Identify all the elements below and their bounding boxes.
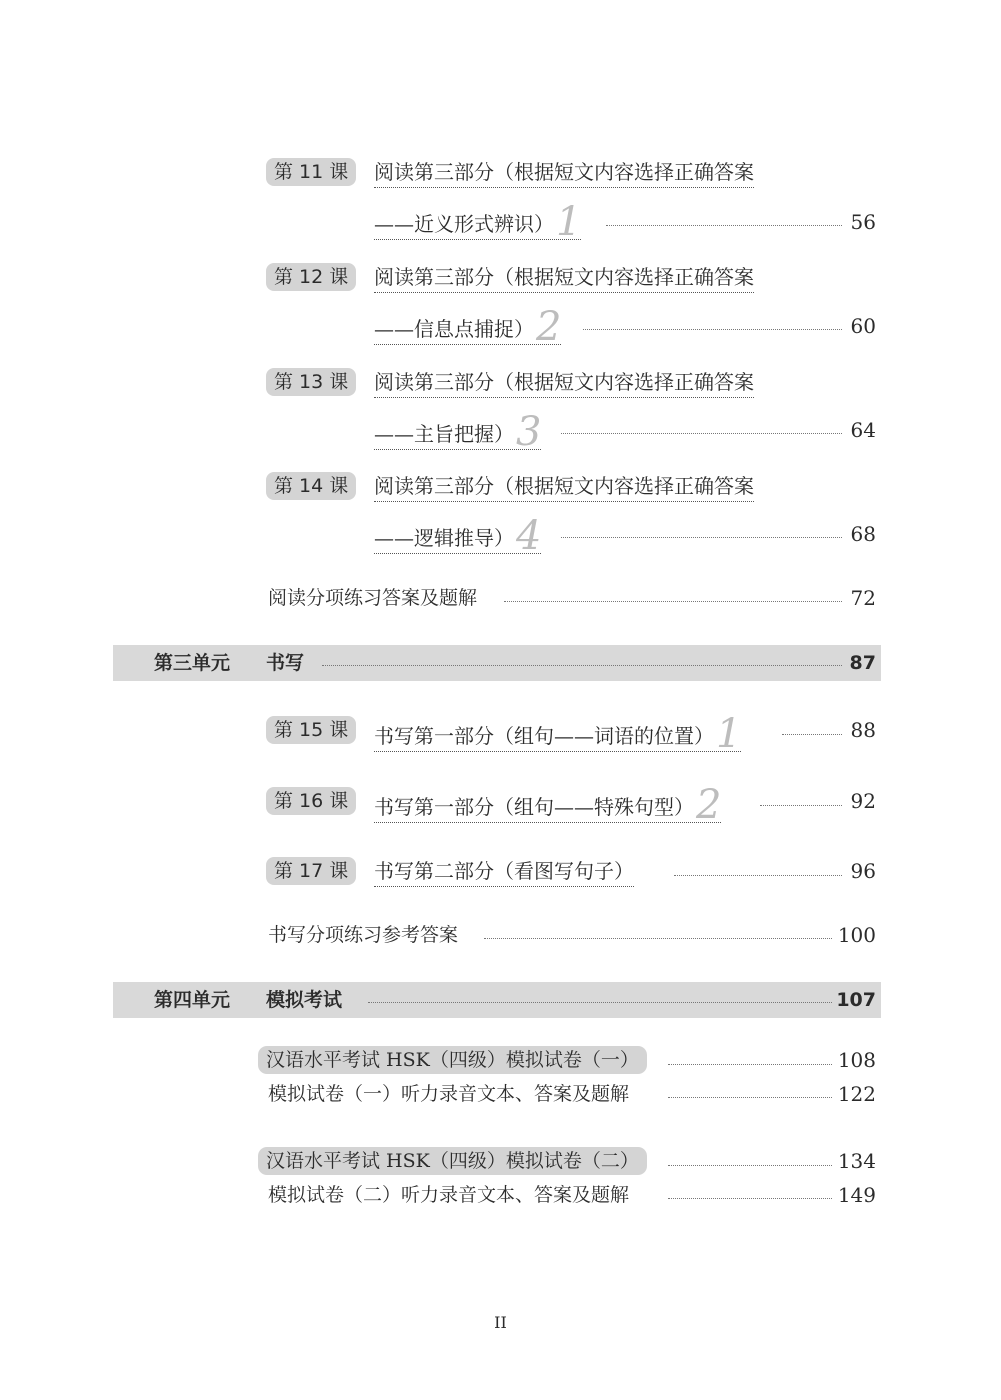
unit-3-label: 第三单元	[154, 652, 231, 674]
unit-4-name: 模拟考试	[266, 989, 343, 1011]
mock-exam-1-answers-page: 122	[837, 1082, 876, 1106]
mock-exam-2-page: 134	[837, 1149, 876, 1173]
reading-answers-title[interactable]: 阅读分项练习答案及题解	[268, 587, 478, 609]
lesson-17-badge: 第 17 课	[266, 857, 356, 885]
reading-answers-leader	[504, 601, 842, 602]
lesson-13-title-line2[interactable]	[374, 409, 542, 455]
unit-3-leader	[322, 665, 842, 666]
lesson-14-deco-number: 4	[516, 513, 542, 559]
lesson-15-title[interactable]	[374, 711, 742, 757]
mock-exam-2-answers-leader	[668, 1198, 832, 1199]
mock-exam-2-answers-title[interactable]: 模拟试卷（二）听力录音文本、答案及题解	[268, 1184, 630, 1206]
lesson-16-title-text: 书写第一部分（组句——特殊句型）	[374, 795, 694, 819]
lesson-11-leader	[606, 225, 842, 226]
mock-exam-1-title[interactable]: 汉语水平考试 HSK（四级）模拟试卷（一）	[258, 1046, 647, 1074]
lesson-17-title[interactable]: 书写第二部分（看图写句子）	[374, 857, 634, 887]
page-folio: II	[494, 1313, 507, 1332]
mock-exam-2-answers-page: 149	[837, 1183, 876, 1207]
lesson-16-title[interactable]	[374, 782, 722, 828]
lesson-15-title-text: 书写第一部分（组句——词语的位置）	[374, 724, 714, 748]
lesson-11-deco-number: 1	[556, 199, 582, 245]
unit-4-page: 107	[836, 989, 876, 1011]
mock-exam-1-leader	[668, 1064, 832, 1065]
lesson-14-title-line2[interactable]	[374, 513, 542, 559]
lesson-14-subtitle: ——逻辑推导）	[374, 526, 514, 550]
lesson-11-subtitle: ——近义形式辨识）	[374, 212, 554, 236]
lesson-11-badge: 第 11 课	[266, 158, 356, 186]
lesson-12-leader	[583, 329, 842, 330]
lesson-14-page: 68	[850, 522, 876, 546]
mock-exam-1-page: 108	[837, 1048, 876, 1072]
lesson-13-leader	[561, 433, 842, 434]
mock-exam-2-leader	[668, 1165, 832, 1166]
writing-answers-page: 100	[837, 923, 876, 947]
lesson-13-subtitle: ——主旨把握）	[374, 422, 514, 446]
mock-exam-1-answers-title[interactable]: 模拟试卷（一）听力录音文本、答案及题解	[268, 1083, 630, 1105]
lesson-14-badge: 第 14 课	[266, 472, 356, 500]
lesson-15-deco-number: 1	[716, 711, 742, 757]
unit-4-leader	[368, 1002, 832, 1003]
lesson-12-title-line2[interactable]	[374, 304, 562, 350]
lesson-13-page: 64	[850, 418, 876, 442]
mock-exam-2-title[interactable]: 汉语水平考试 HSK（四级）模拟试卷（二）	[258, 1147, 647, 1175]
lesson-12-badge: 第 12 课	[266, 263, 356, 291]
lesson-15-badge: 第 15 课	[266, 716, 356, 744]
writing-answers-title[interactable]: 书写分项练习参考答案	[268, 924, 459, 946]
lesson-12-deco-number: 2	[536, 304, 562, 350]
lesson-12-page: 60	[850, 314, 876, 338]
lesson-12-title-line1[interactable]: 阅读第三部分（根据短文内容选择正确答案	[374, 263, 754, 293]
lesson-11-page: 56	[850, 210, 876, 234]
lesson-16-deco-number: 2	[696, 782, 722, 828]
lesson-13-deco-number: 3	[516, 409, 542, 455]
lesson-12-subtitle: ——信息点捕捉）	[374, 317, 534, 341]
lesson-11-title-line1[interactable]: 阅读第三部分（根据短文内容选择正确答案	[374, 158, 754, 188]
lesson-17-page: 96	[850, 859, 876, 883]
lesson-11-title-line2[interactable]	[374, 199, 582, 245]
lesson-14-leader	[561, 537, 842, 538]
unit-3-name: 书写	[266, 652, 305, 674]
writing-answers-leader	[484, 938, 832, 939]
reading-answers-page: 72	[850, 586, 876, 610]
lesson-15-page: 88	[850, 718, 876, 742]
unit-3-page: 87	[849, 652, 876, 674]
lesson-13-title-line1[interactable]: 阅读第三部分（根据短文内容选择正确答案	[374, 368, 754, 398]
mock-exam-1-answers-leader	[668, 1097, 832, 1098]
unit-4-label: 第四单元	[154, 989, 231, 1011]
lesson-16-badge: 第 16 课	[266, 787, 356, 815]
lesson-14-title-line1[interactable]: 阅读第三部分（根据短文内容选择正确答案	[374, 472, 754, 502]
lesson-13-badge: 第 13 课	[266, 368, 356, 396]
lesson-16-page: 92	[850, 789, 876, 813]
